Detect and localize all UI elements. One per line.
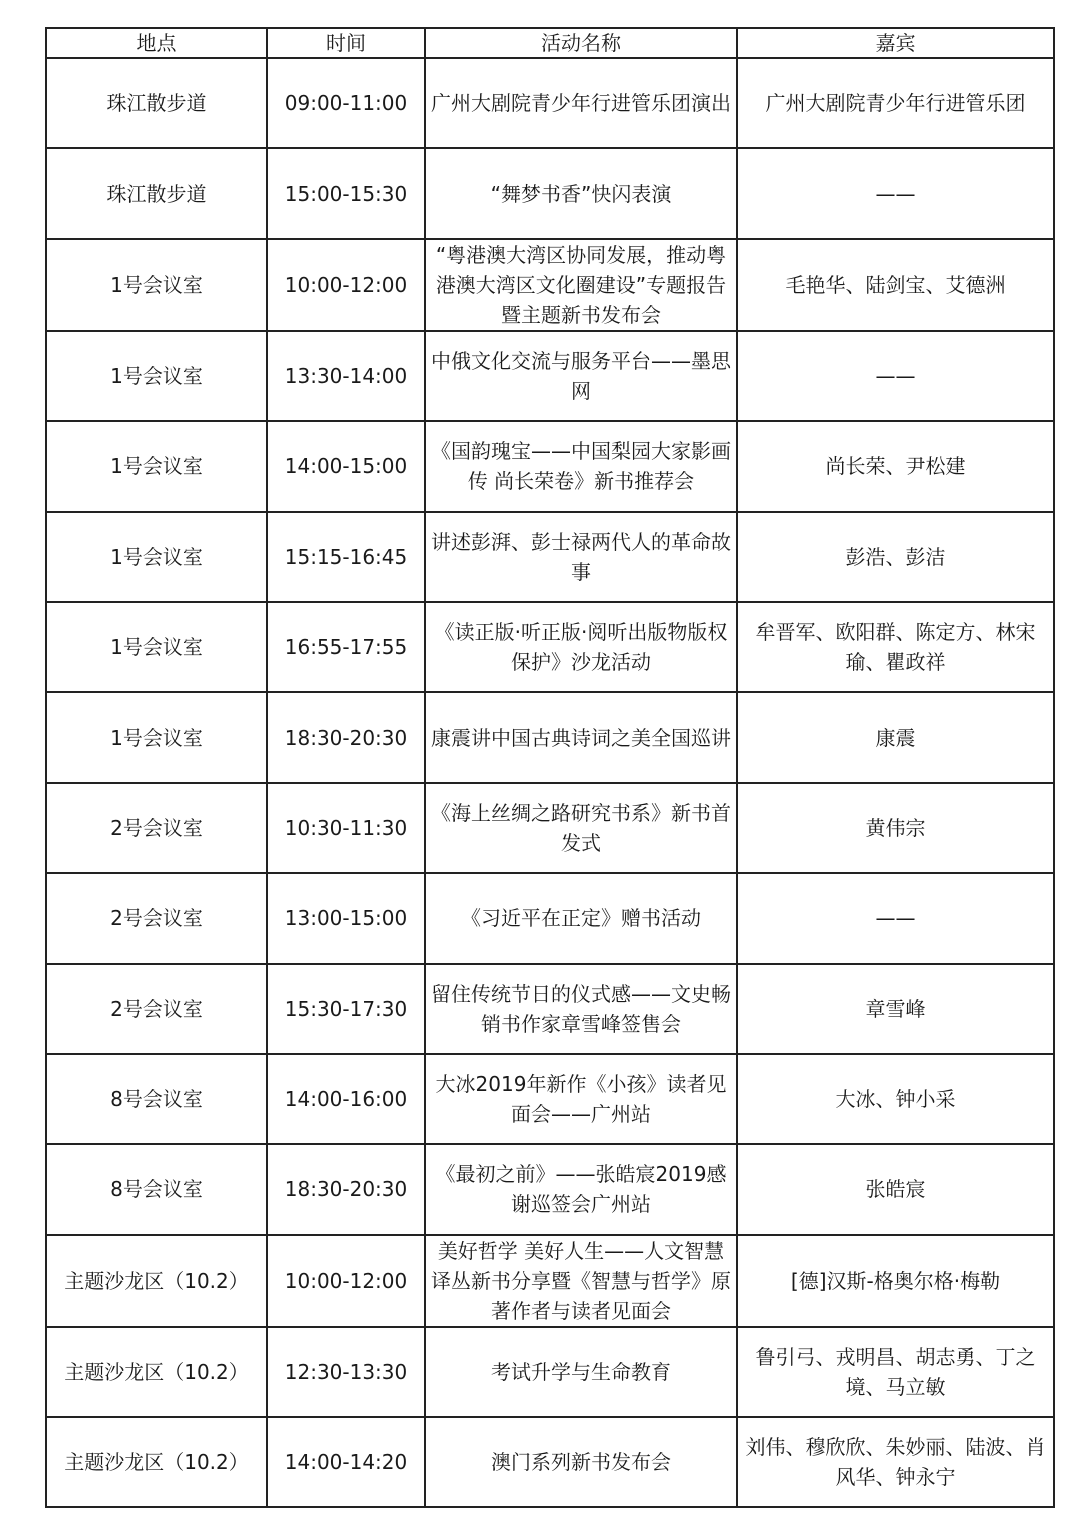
guests-cell: 大冰、钟小采: [737, 1054, 1054, 1144]
venue-cell: 1号会议室: [46, 512, 267, 602]
table-row: [46, 331, 1054, 421]
guests-cell: ——: [737, 148, 1054, 238]
venue-cell: 2号会议室: [46, 783, 267, 873]
time-cell: 13:30-14:00: [267, 331, 425, 421]
time-cell: 16:55-17:55: [267, 602, 425, 692]
guests-cell: 广州大剧院青少年行进管乐团: [737, 58, 1054, 148]
table-row: [46, 1054, 1054, 1144]
venue-cell: 1号会议室: [46, 692, 267, 782]
guests-cell: [德]汉斯-格奥尔格·梅勒: [737, 1235, 1054, 1327]
table-row: [46, 1144, 1054, 1234]
time-cell: 12:30-13:30: [267, 1327, 425, 1417]
venue-cell: 2号会议室: [46, 964, 267, 1054]
guests-cell: 刘伟、穆欣欣、朱妙丽、陆波、肖风华、钟永宁: [737, 1417, 1054, 1507]
table-row: [46, 1327, 1054, 1417]
venue-cell: 主题沙龙区（10.2）: [46, 1235, 267, 1327]
guests-cell: 尚长荣、尹松建: [737, 421, 1054, 511]
time-cell: 14:00-16:00: [267, 1054, 425, 1144]
guests-cell: ——: [737, 873, 1054, 963]
activity-cell: 大冰2019年新作《小孩》读者见面会——广州站: [425, 1054, 737, 1144]
time-cell: 10:00-12:00: [267, 1235, 425, 1327]
table-row: [46, 1235, 1054, 1327]
venue-cell: 8号会议室: [46, 1144, 267, 1234]
activity-cell: “粤港澳大湾区协同发展，推动粤港澳大湾区文化圈建设”专题报告暨主题新书发布会: [425, 239, 737, 331]
time-cell: 18:30-20:30: [267, 1144, 425, 1234]
time-cell: 13:00-15:00: [267, 873, 425, 963]
activity-cell: 澳门系列新书发布会: [425, 1417, 737, 1507]
guests-cell: 牟晋军、欧阳群、陈定方、林宋瑜、瞿政祥: [737, 602, 1054, 692]
activity-cell: 考试升学与生命教育: [425, 1327, 737, 1417]
activity-cell: 《读正版·听正版·阅听出版物版权保护》沙龙活动: [425, 602, 737, 692]
time-cell: 18:30-20:30: [267, 692, 425, 782]
guests-cell: ——: [737, 331, 1054, 421]
activity-cell: 中俄文化交流与服务平台——墨思网: [425, 331, 737, 421]
activity-cell: 《海上丝绸之路研究书系》新书首发式: [425, 783, 737, 873]
table-header-row: [46, 28, 1054, 58]
table-row: [46, 421, 1054, 511]
table-row: [46, 783, 1054, 873]
activity-cell: 美好哲学 美好人生——人文智慧译丛新书分享暨《智慧与哲学》原著作者与读者见面会: [425, 1235, 737, 1327]
guests-cell: 张皓宸: [737, 1144, 1054, 1234]
time-cell: 14:00-15:00: [267, 421, 425, 511]
venue-cell: 1号会议室: [46, 239, 267, 331]
activity-cell: 《最初之前》——张皓宸2019感谢巡签会广州站: [425, 1144, 737, 1234]
venue-cell: 主题沙龙区（10.2）: [46, 1417, 267, 1507]
time-cell: 10:00-12:00: [267, 239, 425, 331]
guests-cell: 康震: [737, 692, 1054, 782]
venue-cell: 珠江散步道: [46, 58, 267, 148]
activity-cell: 讲述彭湃、彭士禄两代人的革命故事: [425, 512, 737, 602]
header-activity: 活动名称: [425, 28, 737, 58]
schedule-table: [45, 27, 1055, 1508]
table-row: [46, 873, 1054, 963]
table-row: [46, 58, 1054, 148]
venue-cell: 1号会议室: [46, 331, 267, 421]
venue-cell: 8号会议室: [46, 1054, 267, 1144]
header-venue: 地点: [46, 28, 267, 58]
activity-cell: 《习近平在正定》赠书活动: [425, 873, 737, 963]
table-row: [46, 512, 1054, 602]
venue-cell: 珠江散步道: [46, 148, 267, 238]
activity-cell: “舞梦书香”快闪表演: [425, 148, 737, 238]
table-row: [46, 692, 1054, 782]
time-cell: 15:30-17:30: [267, 964, 425, 1054]
table-row: [46, 1417, 1054, 1507]
venue-cell: 1号会议室: [46, 421, 267, 511]
venue-cell: 主题沙龙区（10.2）: [46, 1327, 267, 1417]
table-row: [46, 239, 1054, 331]
table-row: [46, 602, 1054, 692]
time-cell: 10:30-11:30: [267, 783, 425, 873]
guests-cell: 毛艳华、陆剑宝、艾德洲: [737, 239, 1054, 331]
guests-cell: 黄伟宗: [737, 783, 1054, 873]
table-row: [46, 148, 1054, 238]
time-cell: 15:00-15:30: [267, 148, 425, 238]
activity-cell: 康震讲中国古典诗词之美全国巡讲: [425, 692, 737, 782]
venue-cell: 2号会议室: [46, 873, 267, 963]
table-row: [46, 964, 1054, 1054]
header-time: 时间: [267, 28, 425, 58]
activity-cell: 《国韵瑰宝——中国梨园大家影画传 尚长荣卷》新书推荐会: [425, 421, 737, 511]
guests-cell: 鲁引弓、戎明昌、胡志勇、丁之境、马立敏: [737, 1327, 1054, 1417]
header-guests: 嘉宾: [737, 28, 1054, 58]
activity-cell: 广州大剧院青少年行进管乐团演出: [425, 58, 737, 148]
venue-cell: 1号会议室: [46, 602, 267, 692]
time-cell: 09:00-11:00: [267, 58, 425, 148]
time-cell: 15:15-16:45: [267, 512, 425, 602]
activity-cell: 留住传统节日的仪式感——文史畅销书作家章雪峰签售会: [425, 964, 737, 1054]
time-cell: 14:00-14:20: [267, 1417, 425, 1507]
guests-cell: 章雪峰: [737, 964, 1054, 1054]
guests-cell: 彭浩、彭洁: [737, 512, 1054, 602]
